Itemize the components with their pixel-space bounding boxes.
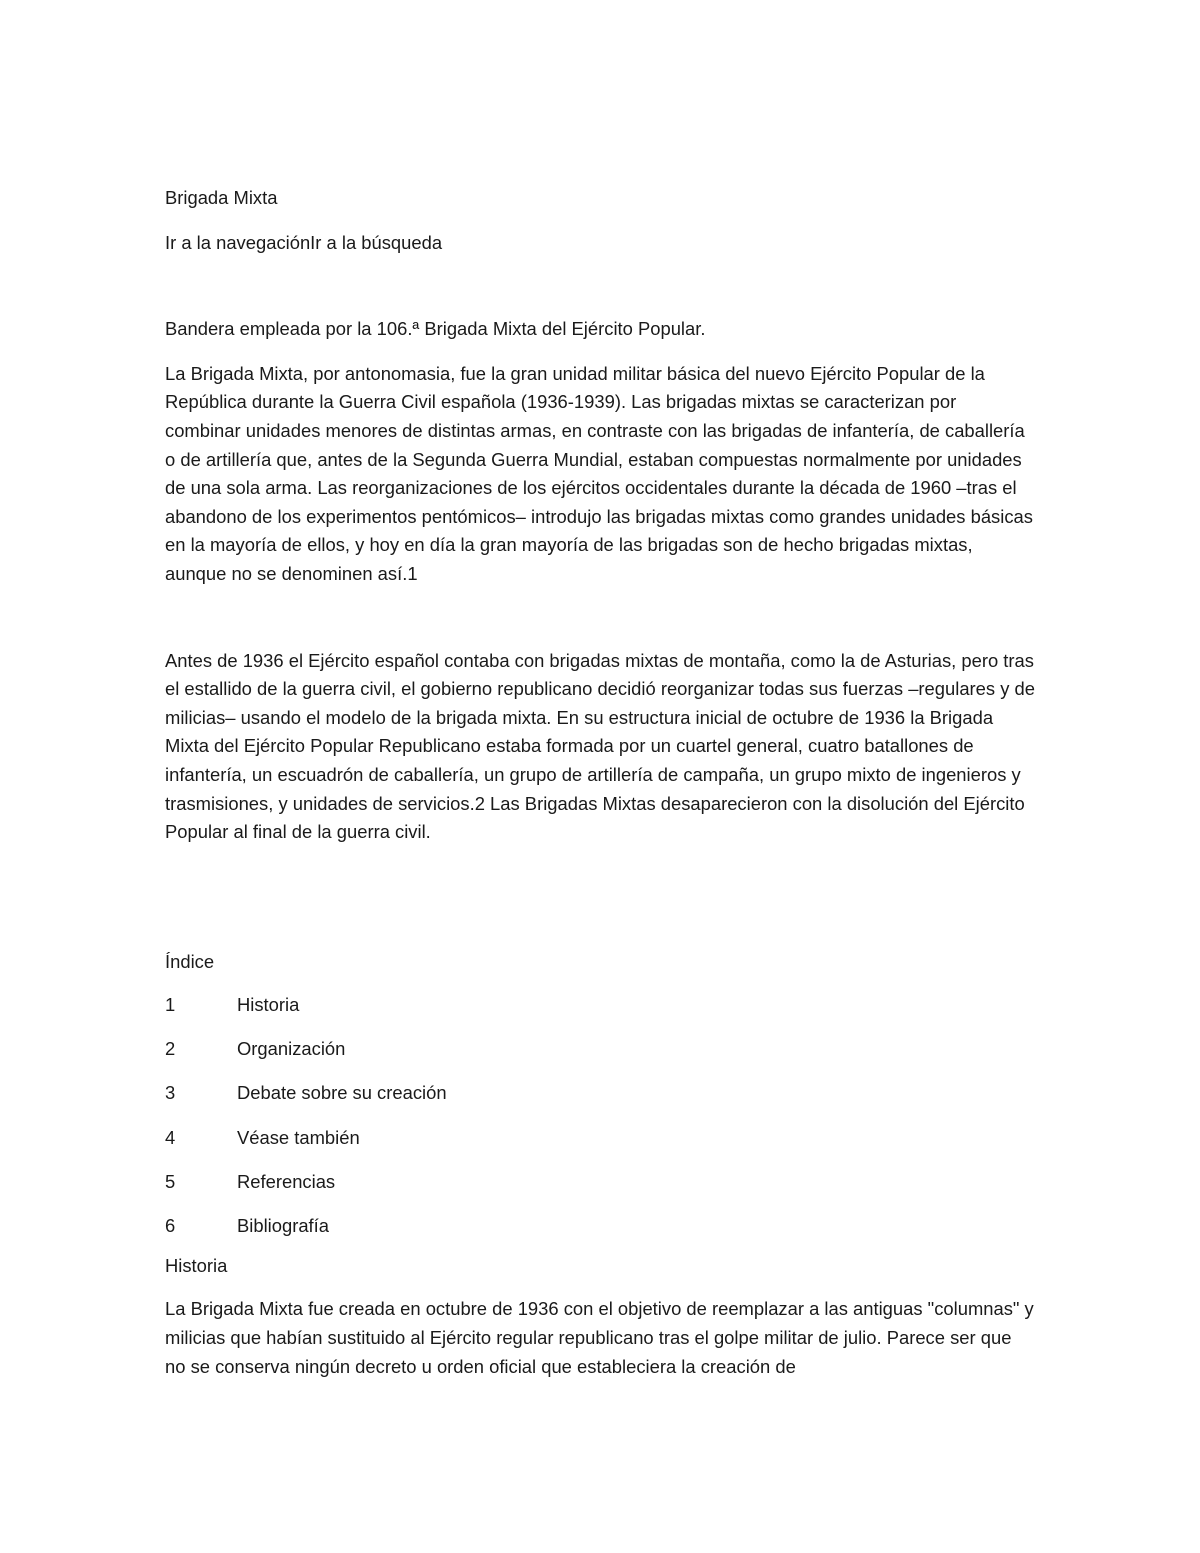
index-spacer bbox=[165, 847, 1035, 948]
history-heading: Historia bbox=[165, 1254, 228, 1276]
toc-label: Referencias bbox=[237, 1170, 336, 1192]
toc-number: 3 bbox=[165, 1082, 176, 1104]
toc-label: Historia bbox=[237, 994, 300, 1016]
toc-item-vease-tambien[interactable] bbox=[165, 1124, 1035, 1153]
toc-number: 2 bbox=[165, 1038, 176, 1060]
toc-item-debate[interactable] bbox=[165, 1079, 1035, 1108]
toc-item-organizacion[interactable] bbox=[165, 1035, 1035, 1064]
index-heading: Índice bbox=[165, 950, 215, 972]
toc-label: Organización bbox=[237, 1038, 346, 1060]
document-title: Brigada Mixta bbox=[165, 187, 278, 208]
toc-number: 5 bbox=[165, 1170, 176, 1192]
document-body bbox=[165, 184, 1035, 1381]
toc-item-referencias[interactable] bbox=[165, 1168, 1035, 1197]
toc-item-bibliografia[interactable] bbox=[165, 1212, 1035, 1241]
flag-caption: Bandera empleada por la 106.ª Brigada Mixta del Ejército Popular. bbox=[165, 318, 706, 340]
toc-label: Debate sobre su creación bbox=[237, 1082, 447, 1104]
navigation-links[interactable]: Ir a la navegaciónIr a la búsqueda bbox=[165, 231, 443, 253]
toc-item-historia[interactable] bbox=[165, 991, 1035, 1020]
history-paragraph: La Brigada Mixta fue creada en octubre de 1936 con el objetivo de reemplazar a las antiguas "columnas" y milicias que habían sustituido al Ejército regular republicano tras el golpe militar de julio. Parece ser que no se conserva ningún decreto u orden oficial que estableciera la creación de bbox=[165, 1298, 1034, 1377]
toc-number: 6 bbox=[165, 1214, 176, 1236]
second-paragraph: Antes de 1936 el Ejército español contaba con brigadas mixtas de montaña, como la de Asturias, pero tras el estallido de la guerra civil, el gobierno republicano decidió reorganizar todas sus fuerzas –regulares y de milicias– usando el modelo de la brigada mixta. En su estructura inicial de octubre de 1936 la Brigada Mixta del Ejército Popular Republicano estaba formada por un cuartel general, cuatro batallones de infantería, un escuadrón de caballería, un grupo de artillería de campaña, un grupo mixto de ingenieros y trasmisiones, y unidades de servicios.2 Las Brigadas Mixtas desaparecieron con la disolución del Ejército Popular al final de la guerra civil. bbox=[165, 649, 1035, 843]
toc-number: 1 bbox=[165, 994, 176, 1016]
paragraph-spacer bbox=[165, 589, 1035, 647]
toc-number: 4 bbox=[165, 1126, 176, 1148]
toc-label: Bibliografía bbox=[237, 1214, 330, 1236]
toc-label: Véase también bbox=[237, 1126, 360, 1148]
intro-paragraph: La Brigada Mixta, por antonomasia, fue la gran unidad militar básica del nuevo Ejército Popular de la República durante la Guerra Civil española (1936-1939). Las brigadas mixtas se caracterizan por combinar unidades menores de distintas armas, en contraste con las brigadas de infantería, de caballería o de artillería que, antes de la Segunda Guerra Mundial, estaban compuestas normalmente por unidades de una sola arma. Las reorganizaciones de los ejércitos occidentales durante la década de 1960 –tras el abandono de los experimentos pentómicos– introdujo las brigadas mixtas como grandes unidades básicas en la mayoría de ellos, y hoy en día la gran mayoría de las brigadas son de hecho brigadas mixtas, aunque no se denominen así.1 bbox=[165, 362, 1033, 584]
